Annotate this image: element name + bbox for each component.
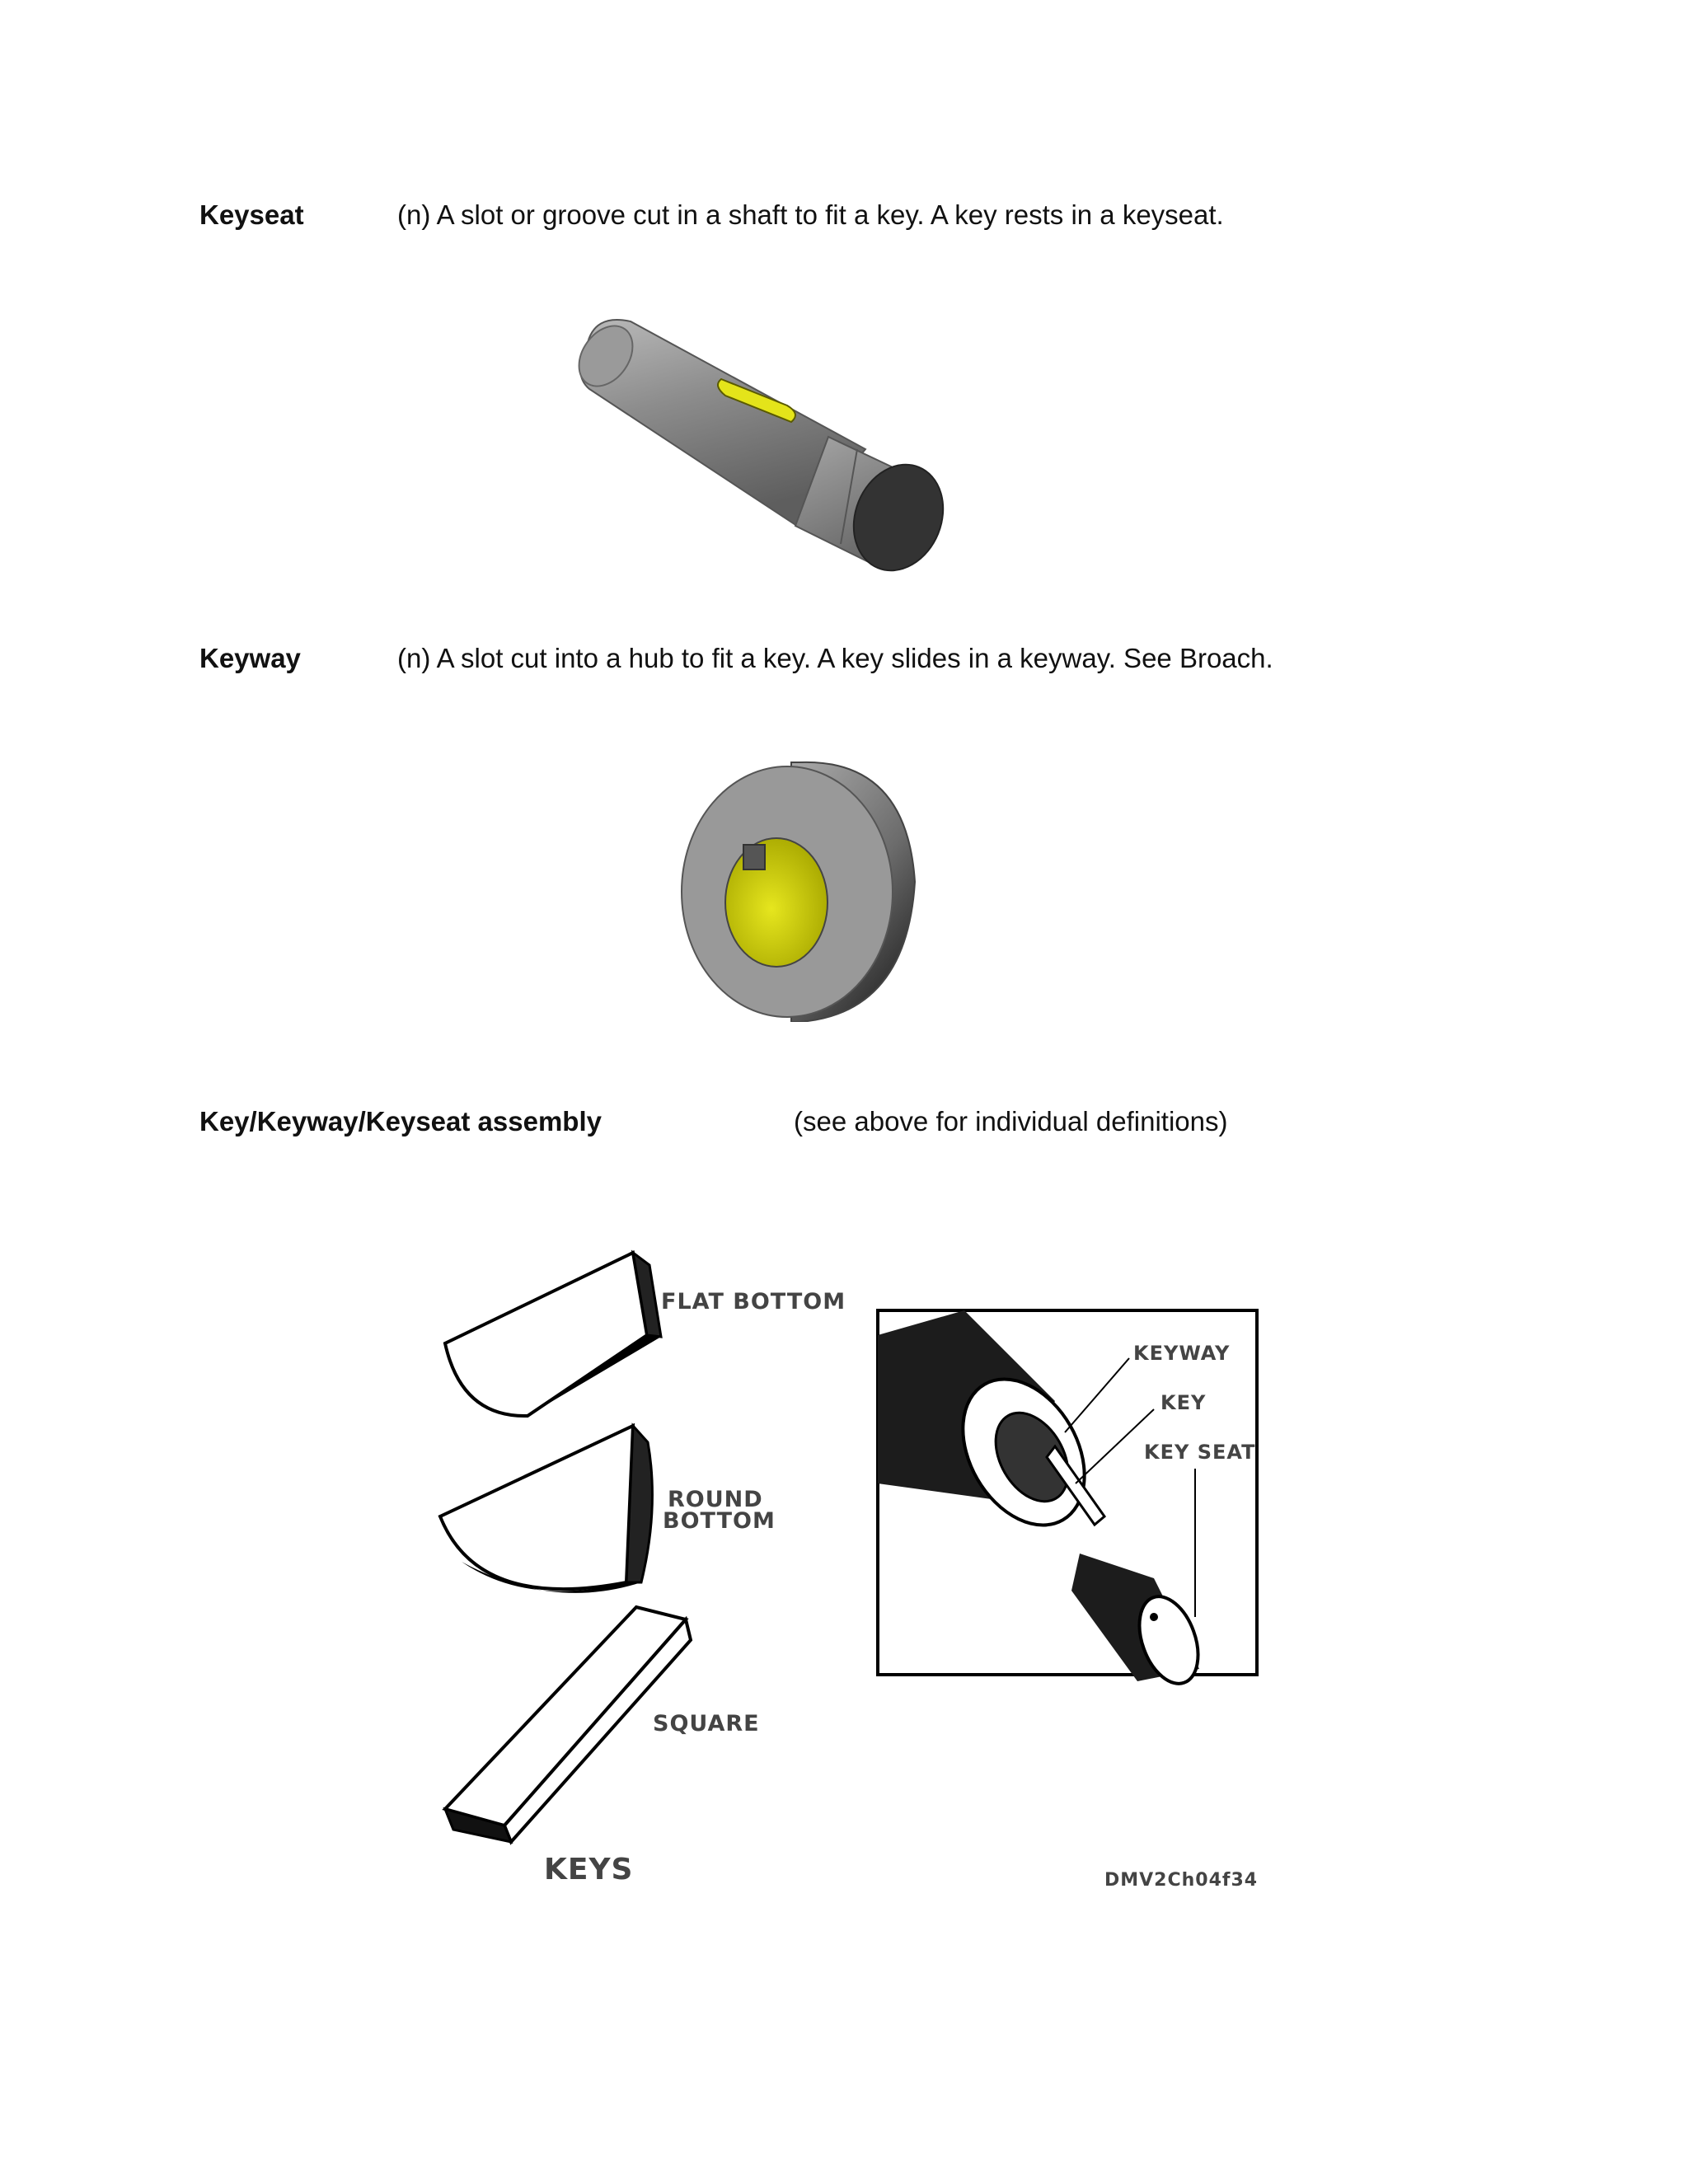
definition-assembly: (see above for individual definitions)	[794, 1106, 1228, 1137]
hub-keyway-illustration	[668, 758, 923, 1022]
definition-keyseat: (n) A slot or groove cut in a shaft to fit a key. A key rests in a keyseat.	[397, 199, 1224, 230]
term-keyseat: Keyseat	[199, 199, 304, 230]
label-flat-bottom: FLAT BOTTOM	[661, 1289, 846, 1315]
keys-assembly-figure	[429, 1236, 1269, 1912]
label-round-bottom-2: BOTTOM	[663, 1508, 776, 1534]
label-square: SQUARE	[653, 1711, 760, 1736]
keyway-notch	[743, 845, 765, 869]
shaft-keyseat-illustration	[569, 297, 964, 585]
label-figure-id: DMV2Ch04f34	[1104, 1870, 1259, 1891]
term-assembly: Key/Keyway/Keyseat assembly	[199, 1106, 602, 1137]
assembly-box	[878, 1310, 1257, 1692]
label-round-bottom-1: ROUND	[668, 1487, 763, 1512]
label-key: KEY	[1160, 1391, 1207, 1414]
label-keyway: KEYWAY	[1133, 1342, 1231, 1365]
definition-keyway: (n) A slot cut into a hub to fit a key. A key slides in a keyway. See Broach.	[397, 643, 1273, 673]
term-keyway: Keyway	[199, 643, 301, 673]
flat-bottom-key	[445, 1253, 661, 1416]
round-bottom-key	[440, 1426, 652, 1593]
label-keys: KEYS	[544, 1853, 634, 1886]
label-key-seat: KEY SEAT	[1144, 1441, 1256, 1464]
